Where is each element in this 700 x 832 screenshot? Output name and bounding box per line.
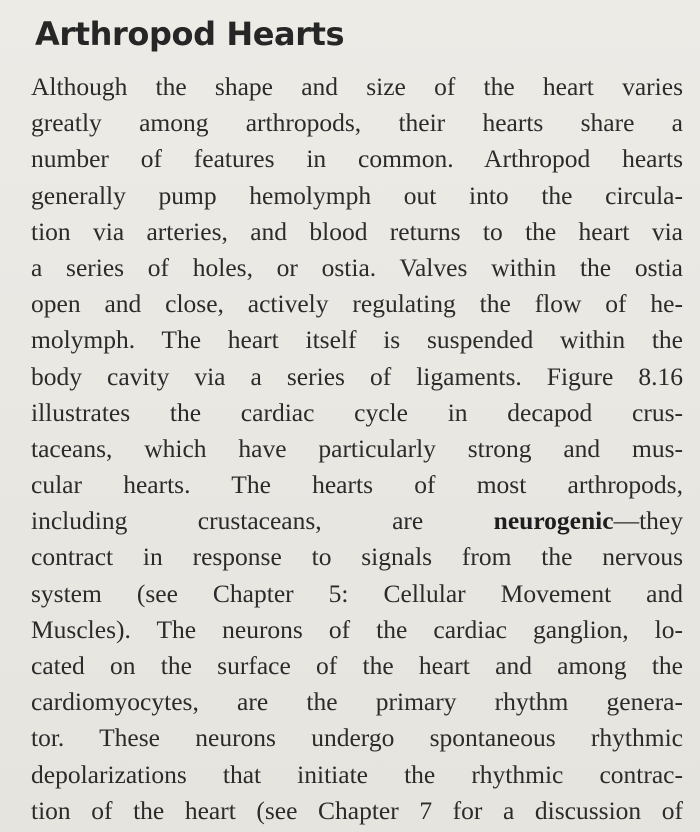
text-line [31, 69, 683, 105]
text-segment: depolarizations that initiate the rhythmic contrac- [31, 759, 683, 789]
text-line [31, 793, 683, 829]
text-segment: cated on the surface of the heart and among the [31, 651, 683, 680]
text-segment: cular hearts. The hearts of most arthropods, [31, 470, 683, 500]
text-segment: a series of holes, or ostia. Valves within the ostia [31, 252, 683, 282]
key-term: neurogenic [493, 506, 614, 536]
text-line [31, 612, 683, 648]
text-segment: including crustaceans, are [31, 506, 494, 536]
text-line [31, 684, 683, 720]
text-segment: body cavity via a series of ligaments. Figure 8.16 [31, 361, 683, 391]
text-segment: open and close, actively regulating the flow of he- [31, 289, 683, 319]
text-line [31, 250, 683, 286]
text-segment: illustrates the cardiac cycle in decapod crus- [31, 397, 683, 427]
text-line [31, 539, 683, 575]
text-line [31, 576, 683, 612]
text-segment: Muscles). The neurons of the cardiac ganglion, lo- [31, 614, 683, 644]
text-segment: cardiomyocytes, are the primary rhythm genera- [31, 687, 683, 717]
text-segment: generally pump hemolymph out into the circula- [31, 180, 683, 210]
text-segment: —they [613, 506, 683, 536]
text-segment: molymph. The heart itself is suspended within the [31, 325, 683, 355]
section-heading: Arthropod Hearts [35, 15, 345, 53]
text-line [31, 720, 683, 756]
text-line [31, 359, 683, 395]
text-segment: tion of the heart (see Chapter 7 for a discussion of [31, 795, 683, 825]
text-segment: number of features in common. Arthropod hearts [31, 144, 683, 174]
text-line [31, 322, 683, 358]
text-line [31, 467, 683, 503]
text-line [31, 431, 683, 467]
text-segment: tion via arteries, and blood returns to the heart via [31, 216, 683, 246]
text-segment: taceans, which have particularly strong and mus- [31, 433, 683, 463]
text-segment: Although the shape and size of the heart varies [31, 72, 683, 101]
text-segment: tor. These neurons undergo spontaneous rhythmic [31, 723, 683, 753]
text-line [31, 141, 683, 177]
text-line [31, 503, 683, 539]
text-line [31, 395, 683, 431]
text-line [31, 286, 683, 322]
text-line [31, 648, 683, 684]
text-segment: contract in response to signals from the nervous [31, 542, 683, 572]
text-line [31, 178, 683, 214]
text-segment: system (see Chapter 5: Cellular Movement and [31, 578, 683, 608]
text-line [31, 214, 683, 250]
text-segment: greatly among arthropods, their hearts share a [31, 108, 683, 138]
text-line [31, 105, 683, 141]
body-paragraph [31, 69, 683, 829]
text-line [31, 757, 683, 793]
